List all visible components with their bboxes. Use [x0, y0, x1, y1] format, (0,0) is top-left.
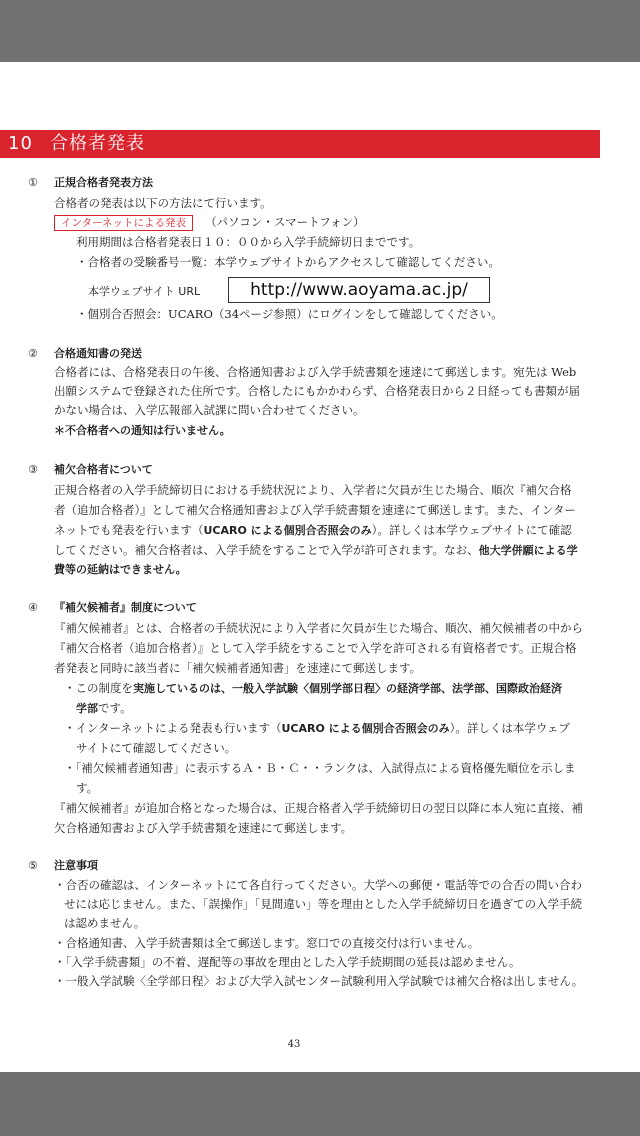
s3-line-4b: 他大学併願による学 [478, 544, 578, 557]
s4-bullet-1a: ・この制度を [64, 681, 133, 695]
s4-line-3: 者発表と同時に該当者に「補欠候補者通知書」を速達にて郵送します。 [54, 661, 422, 675]
website-url-link[interactable]: http://www.aoyama.ac.jp/ [228, 277, 490, 303]
internet-announcement-badge: インターネットによる発表 [54, 215, 193, 231]
s1-period: 利用期間は合格者発表日１０：００から入学手続締切日までです。 [76, 235, 421, 249]
s5-bullet-2: ・合格通知書、入学手続書類は全て郵送します。窓口での直接交付は行いません。 [54, 936, 480, 950]
s2-marker: ② [28, 347, 38, 360]
s4-bullet-1d: です。 [98, 701, 132, 715]
url-label: 本学ウェブサイト URL [88, 285, 201, 298]
s3-heading: 補欠合格者について [54, 463, 153, 476]
s3-line-2: 者（追加合格者）』として補欠合格通知書および入学手続書類を速達にて郵送します。また、インター [54, 503, 576, 517]
s4-bullet-2a: ・インターネットによる発表も行います（ [64, 721, 282, 735]
s5-bullet-1: ・合否の確認は、インターネットにて各自行ってください。大学への郵便・電話等での合否の問い合わ [54, 878, 582, 892]
s1-intro: 合格者の発表は以下の方法にて行います。 [54, 196, 272, 210]
section-title: 合格者発表 [50, 133, 145, 154]
s1-bullet-1: ・合格者の受験番号一覧：本学ウェブサイトからアクセスして確認してください。 [76, 255, 500, 269]
s5-bullet-3: ・「入学手続書類」の不着、遅配等の事故を理由とした入学手続期間の延長は認めません。 [54, 955, 521, 969]
s4-line-2: 『補欠合格者（追加合格者）』として入学手続をすることで入学を許可される有資格者です。正規合格 [54, 641, 577, 655]
page-number: 43 [287, 1039, 301, 1050]
s3-line-1: 正規合格者の入学手続締切日における手続状況により、入学者に欠員が生じた場合、順次『補欠合格 [54, 483, 572, 497]
s5-bullet-1-cont-2: は認めません。 [64, 916, 146, 930]
s3-line-3b: UCARO による個別合否照会のみ [203, 524, 372, 537]
s4-line-5: 欠合格通知書および入学手続書類を速達にて郵送します。 [54, 821, 353, 835]
s1-bullet-2: ・個別合否照会：UCARO（34ページ参照）にログインをして確認してください。 [76, 307, 503, 321]
s2-line-3: かない場合は、入学広報部入試課に問い合わせてください。 [54, 403, 365, 417]
s4-bullet-3-cont: す。 [76, 781, 99, 795]
s4-bullet-2b: UCARO による個別合否照会のみ [281, 722, 450, 735]
s5-bullet-1-cont-1: せには応じません。また、「誤操作」「見間違い」等を理由とした入学手続締切日を過ぎての入学手続 [64, 897, 583, 911]
s3-line-4a: してください。補欠合格者は、入学手続をすることで入学が許可されます。なお、 [54, 543, 479, 557]
s1-badge-line [54, 214, 602, 231]
s3-line-3c: ）。詳しくは本学ウェブサイトにて確認 [371, 523, 572, 537]
s3-line-3 [54, 522, 602, 539]
s3-marker: ③ [28, 463, 38, 476]
s2-note: ＊不合格者への通知は行いません。 [54, 424, 231, 437]
s2-heading: 合格通知書の発送 [54, 347, 142, 360]
s4-bullet-2 [64, 720, 602, 737]
s4-bullet-2c: ）。詳しくは本学ウェブ [449, 721, 570, 735]
document-page[interactable] [0, 62, 640, 1072]
s4-line-4: 『補欠候補者』が追加合格となった場合は、正規合格者入学手続締切日の翌日以降に本人宛に直接、補 [54, 801, 583, 815]
s1-heading: 正規合格者発表方法 [54, 176, 153, 189]
s3-line-5: 費等の延納はできません。 [54, 563, 187, 576]
section-number: 10 [8, 133, 33, 154]
s2-line-1: 合格者には、合格発表日の午後、合格通知書および入学手続書類を速達にて郵送します。宛先は Web [54, 365, 577, 379]
s5-heading: 注意事項 [54, 859, 98, 872]
viewer-bottom-bar [0, 1072, 640, 1136]
viewer-top-bar [0, 0, 640, 62]
s4-marker: ④ [28, 601, 38, 614]
section-header [0, 130, 600, 158]
s4-bullet-1 [64, 680, 602, 697]
s4-bullet-1c: 学部 [76, 702, 98, 715]
s4-bullet-3: ・「補欠候補者通知書」に表示するＡ・Ｂ・Ｃ・・ランクは、入試得点による資格優先順位を示しま [64, 761, 576, 775]
s4-bullet-1b: 実施しているのは、一般入学試験〈個別学部日程〉の経済学部、法学部、国際政治経済 [133, 682, 562, 695]
s1-badge-note: （パソコン・スマートフォン） [205, 215, 365, 229]
s4-heading: 『補欠候補者』制度について [54, 601, 197, 614]
s2-line-2: 出願システムで登録された住所です。合格したにもかかわらず、合格発表日から２日経っても書類が届 [54, 384, 581, 398]
s5-marker: ⑤ [28, 859, 38, 872]
s4-line-1: 『補欠候補者』とは、合格者の手続状況により入学者に欠員が生じた場合、順次、補欠候補者の中から [54, 621, 583, 635]
s3-line-3a: ネットでも発表を行います（ [54, 523, 204, 537]
s4-bullet-2-cont: サイトにて確認してください。 [76, 741, 237, 755]
s5-bullet-4: ・一般入学試験〈全学部日程〉および大学入試センター試験利用入学試験では補欠合格は出しません。 [54, 974, 584, 988]
s1-marker: ① [28, 176, 38, 189]
s3-line-4 [54, 542, 602, 559]
s4-bullet-1-cont [76, 700, 602, 717]
